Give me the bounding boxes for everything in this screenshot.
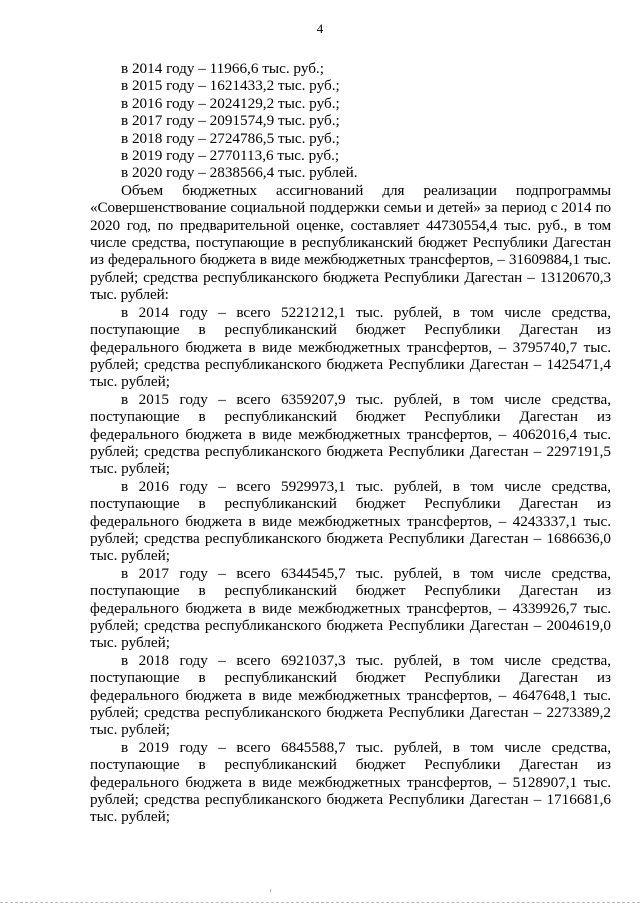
year-funding-line: в 2018 году – 2724786,5 тыс. руб.; (121, 129, 340, 147)
year-budget-paragraph: в 2016 году – всего 5929973,1 тыс. рублей, в том числе средства, поступающие в республиканский бюджет Республики Дагестан из федерального бюджета в виде межбюджетных трансфертов, – 4243337,1 тыс. рублей; средства республиканского бюджета Республики Дагестан – 1686636,0 тыс. рублей; (90, 477, 611, 565)
subprogram-budget-paragraph: Объем бюджетных ассигнований для реализации подпрограммы «Совершенствование социальной поддержки семьи и детей» за период с 2014 по 2020 год, по предварительной оценке, составляет 44730554,4 тыс. руб., в том числе средства, поступающие в республиканский бюджет Республики Дагестан из федерального бюджета в виде межбюджетных трансфертов, – 31609884,1 тыс. рублей; средства республиканского бюджета Республики Дагестан – 13120670,3 тыс. рублей: (90, 181, 611, 304)
year-budget-paragraph: в 2017 году – всего 6344545,7 тыс. рублей, в том числе средства, поступающие в республиканский бюджет Республики Дагестан из федерального бюджета в виде межбюджетных трансфертов, – 4339926,7 тыс. рублей; средства республиканского бюджета Республики Дагестан – 2004619,0 тыс. рублей; (90, 564, 611, 652)
scan-edge (0, 901, 640, 903)
year-budget-paragraph: в 2019 году – всего 6845588,7 тыс. рублей, в том числе средства, поступающие в республиканский бюджет Республики Дагестан из федерального бюджета в виде межбюджетных трансфертов, – 5128907,1 тыс. рублей; средства республиканского бюджета Республики Дагестан – 1716681,6 тыс. рублей; (90, 738, 611, 826)
year-budget-paragraph: в 2018 году – всего 6921037,3 тыс. рублей, в том числе средства, поступающие в республиканский бюджет Республики Дагестан из федерального бюджета в виде межбюджетных трансфертов, – 4647648,1 тыс. рублей; средства республиканского бюджета Республики Дагестан – 2273389,2 тыс. рублей; (90, 651, 611, 739)
year-funding-line: в 2019 году – 2770113,6 тыс. руб.; (121, 147, 340, 165)
year-funding-line: в 2020 году – 2838566,4 тыс. рублей. (121, 164, 358, 182)
year-budget-paragraph: в 2015 году – всего 6359207,9 тыс. рублей, в том числе средства, поступающие в республиканский бюджет Республики Дагестан из федерального бюджета в виде межбюджетных трансфертов, – 4062016,4 тыс. рублей; средства республиканского бюджета Республики Дагестан – 2297191,5 тыс. рублей; (90, 390, 611, 478)
page-number: 4 (316, 21, 324, 36)
document-body (90, 60, 611, 826)
year-funding-line: в 2017 году – 2091574,9 тыс. руб.; (121, 112, 340, 130)
year-budget-paragraph: в 2014 году – всего 5221212,1 тыс. рублей, в том числе средства, поступающие в республиканский бюджет Республики Дагестан из федерального бюджета в виде межбюджетных трансфертов, – 3795740,7 тыс. рублей; средства республиканского бюджета Республики Дагестан – 1425471,4 тыс. рублей; (90, 303, 611, 391)
year-funding-line: в 2016 году – 2024129,2 тыс. руб.; (121, 94, 340, 112)
year-funding-line: в 2014 году – 11966,6 тыс. руб.; (121, 60, 324, 77)
year-funding-line: в 2015 году – 1621433,2 тыс. руб.; (121, 77, 340, 95)
scan-mark: ꞌ (270, 888, 272, 898)
